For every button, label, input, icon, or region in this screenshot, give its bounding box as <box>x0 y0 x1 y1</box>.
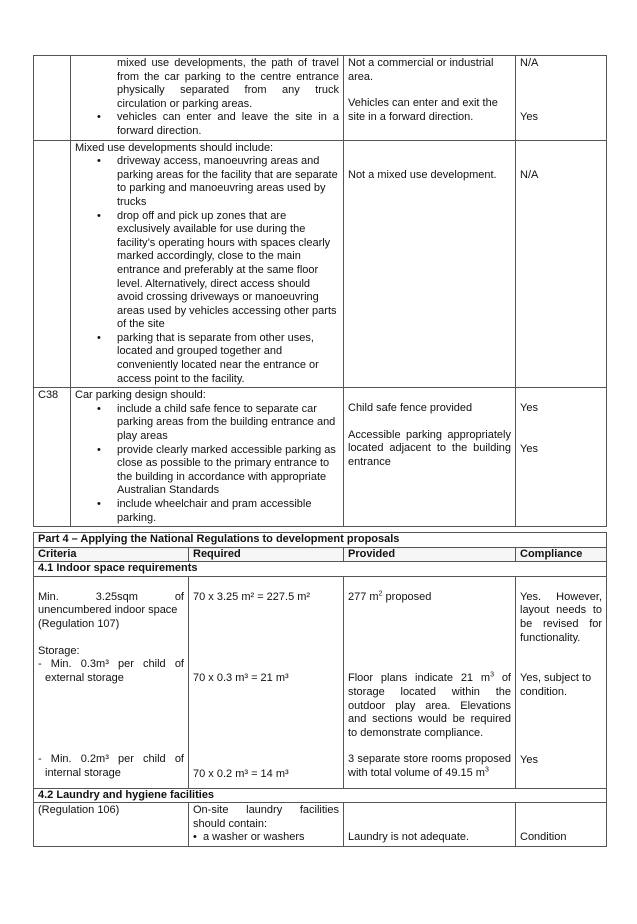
table-row <box>34 388 607 527</box>
provided-cell: Child safe fence provided Accessible parking appropriately located adjacent to the building entrance <box>344 388 516 527</box>
compliance-cell: Yes Yes <box>516 388 607 527</box>
provided-cell: Not a mixed use development. <box>344 140 516 388</box>
table-row <box>34 803 607 847</box>
list-item: • drop off and pick up zones that are exclusively available for use during the facility’s operating hours with spaces clearly marked accordingly, close to the main entrance and preferably at the same floor level. Alternatively, direct access should avoid crossing driveways or manoeuvring areas used by vehicles accessing other parts of the site <box>75 210 339 332</box>
column-header: Provided <box>344 547 516 562</box>
column-header: Required <box>189 547 344 562</box>
compliance-cell: N/A Yes <box>516 56 607 141</box>
table-row <box>34 576 607 788</box>
list-item: • include wheelchair and pram accessible parking. <box>75 498 339 525</box>
provided-cell: 277 $m^2$ proposed Floor plans indicate 21 $m^3$ of storage located within the outdoor play area. Elevations and sections would be required to demonstrate compliance. 3 separate store rooms proposed with total volume of 49.15 $m^3$ <box>344 576 516 788</box>
criteria-cell: (Regulation 106) <box>34 803 189 847</box>
table-row <box>34 140 607 388</box>
compliance-cell: Condition <box>516 803 607 847</box>
list-item: • provide clearly marked accessible parking as close as possible to the primary entrance to the building in accordance with appropriate Australian Standards <box>75 444 339 498</box>
column-header: Criteria <box>34 547 189 562</box>
clause-id: C38 <box>34 388 71 527</box>
list-item: • include a child safe fence to separate car parking areas from the building entrance and play areas <box>75 403 339 444</box>
provided-cell: Laundry is not adequate. <box>344 803 516 847</box>
criteria-table-continued <box>33 55 607 527</box>
list-item: • vehicles can enter and leave the site in a forward direction. <box>75 111 339 138</box>
compliance-cell: Yes. However, layout needs to be revised for functionality. Yes, subject to condition. Yes <box>516 576 607 788</box>
required-cell: On-site laundry facilities should contain: • a washer or washers <box>189 803 344 847</box>
table-title: Part 4 – Applying the National Regulations to development proposals <box>34 533 607 548</box>
compliance-cell: N/A <box>516 140 607 388</box>
section-heading: 4.2 Laundry and hygiene facilities <box>34 788 607 803</box>
table-row <box>34 56 607 141</box>
section-heading: 4.1 Indoor space requirements <box>34 562 607 577</box>
list-item: • driveway access, manoeuvring areas and parking areas for the facility that are separate to parking and manoeuvring areas used by trucks <box>75 155 339 209</box>
required-cell: 70 x 3.25 m² = 227.5 m² 70 x 0.3 m³ = 21 m³ 70 x 0.2 m³ = 14 m³ <box>189 576 344 788</box>
required-cell: mixed use developments, the path of travel from the car parking to the centre entrance physically separated from any truck circulation or parking areas. • vehicles can enter and leave the site in a forward direction. <box>71 56 344 141</box>
header-row <box>34 547 607 562</box>
list-item: • a washer or washers <box>193 831 339 845</box>
criteria-cell: Min. 3.25sqm of unencumbered indoor space (Regulation 107) Storage: - Min. 0.3m³ per child of external storage - Min. 0.2m³ per child of internal storage <box>34 576 189 788</box>
column-header: Compliance <box>516 547 607 562</box>
list-item: • parking that is separate from other uses, located and grouped together and conveniently located near the entrance or access point to the facility. <box>75 332 339 386</box>
provided-cell: Not a commercial or industrial area. Vehicles can enter and exit the site in a forward direction. <box>344 56 516 141</box>
national-regulations-table <box>33 532 607 847</box>
required-cell: Mixed use developments should include: • driveway access, manoeuvring areas and parking areas for the facility that are separate to parking and manoeuvring areas used by trucks • drop off and pick up zones that are exclusively available for use during the facility’s operating hours with spaces clearly marked accordingly, close to the main entrance and preferably at the same floor level. Alternatively, direct access should avoid crossing driveways or manoeuvring areas used by vehicles accessing other parts of the site • parking that is separate from other uses, located and grouped together and conveniently located near the entrance or access point to the facility. <box>71 140 344 388</box>
required-cell: Car parking design should: • include a child safe fence to separate car parking areas from the building entrance and play areas • provide clearly marked accessible parking as close as possible to the primary entrance to the building in accordance with appropriate Australian Standards • include wheelchair and pram accessible parking. <box>71 388 344 527</box>
